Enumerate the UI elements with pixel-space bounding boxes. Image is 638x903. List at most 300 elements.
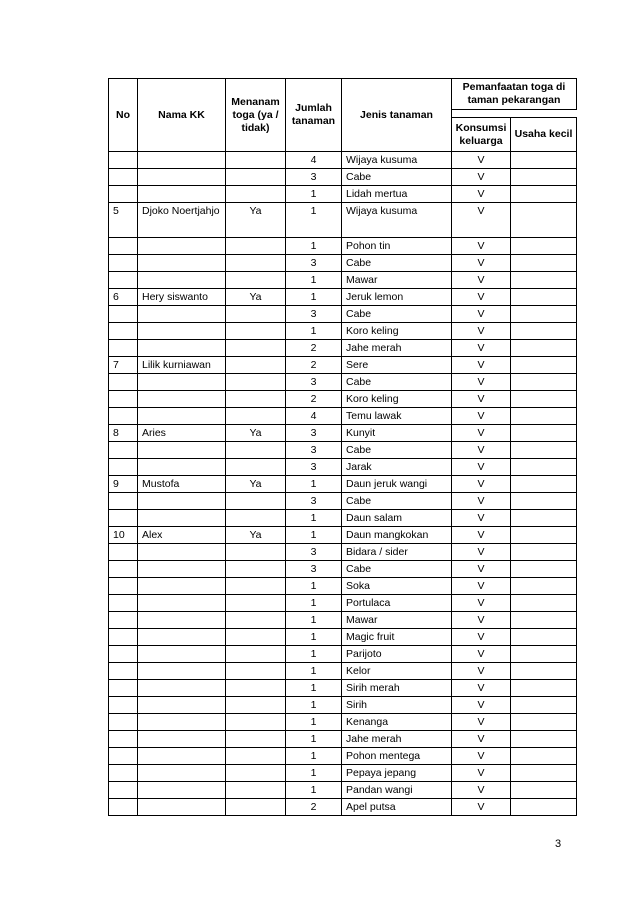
cell-no (109, 612, 138, 629)
cell-no (109, 799, 138, 816)
table-row (109, 544, 577, 561)
cell-jenis-tanaman: Jahe merah (342, 731, 452, 748)
table-row (109, 459, 577, 476)
cell-no (109, 306, 138, 323)
table-row (109, 493, 577, 510)
cell-jenis-tanaman: Pandan wangi (342, 782, 452, 799)
cell-jumlah: 1 (286, 714, 342, 731)
cell-no (109, 731, 138, 748)
cell-menanam-toga (226, 238, 286, 255)
cell-konsumsi: V (452, 544, 511, 561)
cell-jenis-tanaman: Kelor (342, 663, 452, 680)
cell-jumlah: 1 (286, 663, 342, 680)
cell-jumlah: 1 (286, 186, 342, 203)
table-row (109, 612, 577, 629)
cell-jenis-tanaman: Sirih merah (342, 680, 452, 697)
cell-no (109, 238, 138, 255)
cell-usaha (511, 152, 577, 169)
cell-konsumsi: V (452, 765, 511, 782)
cell-konsumsi: V (452, 782, 511, 799)
cell-menanam-toga (226, 459, 286, 476)
cell-konsumsi: V (452, 425, 511, 442)
cell-usaha (511, 493, 577, 510)
cell-jumlah: 3 (286, 306, 342, 323)
cell-no: 7 (109, 357, 138, 374)
header-menanam-toga: Menanam toga (ya / tidak) (226, 79, 286, 152)
table-row (109, 289, 577, 306)
cell-jumlah: 1 (286, 646, 342, 663)
cell-usaha (511, 238, 577, 255)
cell-usaha (511, 374, 577, 391)
cell-menanam-toga (226, 186, 286, 203)
cell-jenis-tanaman: Lidah mertua (342, 186, 452, 203)
cell-konsumsi: V (452, 169, 511, 186)
cell-no (109, 408, 138, 425)
cell-menanam-toga: Ya (226, 476, 286, 493)
cell-konsumsi: V (452, 510, 511, 527)
cell-usaha (511, 612, 577, 629)
cell-usaha (511, 459, 577, 476)
cell-jumlah: 1 (286, 476, 342, 493)
cell-nama-kk (138, 493, 226, 510)
cell-nama-kk (138, 731, 226, 748)
cell-nama-kk (138, 323, 226, 340)
cell-jumlah: 3 (286, 561, 342, 578)
table-row (109, 476, 577, 493)
table-row (109, 748, 577, 765)
table-row (109, 697, 577, 714)
cell-jumlah: 1 (286, 323, 342, 340)
cell-usaha (511, 203, 577, 238)
cell-jumlah: 2 (286, 391, 342, 408)
table-row (109, 186, 577, 203)
cell-konsumsi: V (452, 476, 511, 493)
cell-nama-kk (138, 629, 226, 646)
cell-menanam-toga (226, 408, 286, 425)
cell-menanam-toga (226, 510, 286, 527)
cell-usaha (511, 408, 577, 425)
cell-jenis-tanaman: Magic fruit (342, 629, 452, 646)
cell-konsumsi: V (452, 680, 511, 697)
cell-usaha (511, 544, 577, 561)
cell-konsumsi: V (452, 272, 511, 289)
cell-jenis-tanaman: Wijaya kusuma (342, 152, 452, 169)
cell-usaha (511, 255, 577, 272)
cell-konsumsi: V (452, 408, 511, 425)
table-row (109, 629, 577, 646)
cell-jumlah: 2 (286, 799, 342, 816)
cell-menanam-toga: Ya (226, 203, 286, 238)
cell-jenis-tanaman: Sere (342, 357, 452, 374)
cell-konsumsi: V (452, 612, 511, 629)
cell-nama-kk (138, 255, 226, 272)
cell-konsumsi: V (452, 527, 511, 544)
header-no: No (109, 79, 138, 152)
cell-menanam-toga (226, 323, 286, 340)
cell-konsumsi: V (452, 714, 511, 731)
cell-jenis-tanaman: Kenanga (342, 714, 452, 731)
table-row (109, 340, 577, 357)
cell-menanam-toga (226, 731, 286, 748)
cell-menanam-toga (226, 680, 286, 697)
cell-nama-kk (138, 152, 226, 169)
table-row (109, 663, 577, 680)
cell-jumlah: 3 (286, 442, 342, 459)
cell-konsumsi: V (452, 731, 511, 748)
cell-jenis-tanaman: Jahe merah (342, 340, 452, 357)
cell-no (109, 680, 138, 697)
cell-nama-kk: Alex (138, 527, 226, 544)
cell-nama-kk: Aries (138, 425, 226, 442)
cell-konsumsi: V (452, 663, 511, 680)
table-row (109, 323, 577, 340)
cell-jenis-tanaman: Soka (342, 578, 452, 595)
cell-konsumsi: V (452, 799, 511, 816)
cell-nama-kk (138, 799, 226, 816)
cell-nama-kk: Mustofa (138, 476, 226, 493)
cell-menanam-toga: Ya (226, 527, 286, 544)
cell-nama-kk: Hery siswanto (138, 289, 226, 306)
cell-jumlah: 1 (286, 595, 342, 612)
cell-jenis-tanaman: Wijaya kusuma (342, 203, 452, 238)
cell-nama-kk (138, 340, 226, 357)
table-row (109, 578, 577, 595)
cell-konsumsi: V (452, 629, 511, 646)
cell-nama-kk (138, 374, 226, 391)
cell-usaha (511, 425, 577, 442)
cell-usaha (511, 272, 577, 289)
cell-jenis-tanaman: Temu lawak (342, 408, 452, 425)
table-row (109, 374, 577, 391)
cell-menanam-toga (226, 255, 286, 272)
table-row (109, 238, 577, 255)
cell-nama-kk (138, 186, 226, 203)
table-row (109, 731, 577, 748)
cell-usaha (511, 646, 577, 663)
cell-nama-kk (138, 510, 226, 527)
cell-jenis-tanaman: Pohon tin (342, 238, 452, 255)
cell-nama-kk (138, 272, 226, 289)
table-row (109, 203, 577, 238)
cell-usaha (511, 340, 577, 357)
cell-usaha (511, 323, 577, 340)
cell-nama-kk (138, 306, 226, 323)
cell-menanam-toga (226, 697, 286, 714)
table-row (109, 357, 577, 374)
cell-menanam-toga: Ya (226, 289, 286, 306)
cell-usaha (511, 561, 577, 578)
cell-nama-kk (138, 680, 226, 697)
cell-konsumsi: V (452, 340, 511, 357)
cell-jumlah: 1 (286, 748, 342, 765)
cell-usaha (511, 714, 577, 731)
cell-no (109, 169, 138, 186)
cell-jenis-tanaman: Bidara / sider (342, 544, 452, 561)
cell-no: 6 (109, 289, 138, 306)
cell-jumlah: 3 (286, 374, 342, 391)
table-row (109, 595, 577, 612)
cell-usaha (511, 629, 577, 646)
cell-no (109, 714, 138, 731)
cell-jumlah: 3 (286, 255, 342, 272)
cell-nama-kk (138, 765, 226, 782)
cell-usaha (511, 748, 577, 765)
cell-no (109, 340, 138, 357)
cell-jumlah: 1 (286, 697, 342, 714)
cell-usaha (511, 186, 577, 203)
cell-no (109, 697, 138, 714)
cell-jumlah: 1 (286, 680, 342, 697)
cell-nama-kk (138, 697, 226, 714)
cell-usaha (511, 442, 577, 459)
cell-nama-kk (138, 169, 226, 186)
cell-no: 5 (109, 203, 138, 238)
cell-konsumsi: V (452, 578, 511, 595)
cell-usaha (511, 289, 577, 306)
cell-no: 10 (109, 527, 138, 544)
cell-no (109, 459, 138, 476)
cell-menanam-toga (226, 595, 286, 612)
cell-no (109, 629, 138, 646)
cell-no (109, 663, 138, 680)
cell-jumlah: 1 (286, 765, 342, 782)
cell-menanam-toga (226, 340, 286, 357)
cell-menanam-toga (226, 544, 286, 561)
cell-usaha (511, 731, 577, 748)
cell-jenis-tanaman: Koro keling (342, 391, 452, 408)
cell-usaha (511, 510, 577, 527)
cell-no (109, 748, 138, 765)
cell-usaha (511, 782, 577, 799)
cell-usaha (511, 799, 577, 816)
cell-jumlah: 3 (286, 425, 342, 442)
cell-menanam-toga (226, 629, 286, 646)
cell-konsumsi: V (452, 595, 511, 612)
table-row (109, 169, 577, 186)
cell-no: 8 (109, 425, 138, 442)
cell-no (109, 255, 138, 272)
cell-jenis-tanaman: Cabe (342, 442, 452, 459)
cell-usaha (511, 357, 577, 374)
cell-usaha (511, 306, 577, 323)
cell-jenis-tanaman: Jarak (342, 459, 452, 476)
cell-menanam-toga (226, 306, 286, 323)
cell-no (109, 510, 138, 527)
cell-menanam-toga (226, 646, 286, 663)
cell-nama-kk (138, 459, 226, 476)
table-row (109, 272, 577, 289)
cell-nama-kk (138, 748, 226, 765)
cell-nama-kk (138, 782, 226, 799)
cell-jumlah: 1 (286, 289, 342, 306)
cell-usaha (511, 697, 577, 714)
cell-menanam-toga (226, 612, 286, 629)
cell-menanam-toga (226, 765, 286, 782)
cell-konsumsi: V (452, 646, 511, 663)
cell-konsumsi: V (452, 152, 511, 169)
table-row (109, 255, 577, 272)
cell-no (109, 578, 138, 595)
cell-menanam-toga (226, 799, 286, 816)
cell-jumlah: 3 (286, 544, 342, 561)
cell-jumlah: 1 (286, 578, 342, 595)
cell-usaha (511, 595, 577, 612)
cell-jenis-tanaman: Kunyit (342, 425, 452, 442)
cell-nama-kk (138, 408, 226, 425)
table-row (109, 510, 577, 527)
table-row (109, 306, 577, 323)
table-row (109, 425, 577, 442)
cell-konsumsi: V (452, 561, 511, 578)
cell-konsumsi: V (452, 323, 511, 340)
cell-nama-kk (138, 544, 226, 561)
cell-konsumsi: V (452, 186, 511, 203)
cell-konsumsi: V (452, 306, 511, 323)
cell-jumlah: 1 (286, 612, 342, 629)
cell-menanam-toga (226, 169, 286, 186)
table-row (109, 391, 577, 408)
cell-jenis-tanaman: Daun salam (342, 510, 452, 527)
cell-jumlah: 1 (286, 238, 342, 255)
cell-jumlah: 3 (286, 169, 342, 186)
cell-konsumsi: V (452, 255, 511, 272)
table-row (109, 152, 577, 169)
cell-jumlah: 1 (286, 629, 342, 646)
cell-no (109, 391, 138, 408)
toga-table (108, 78, 577, 816)
cell-jumlah: 1 (286, 731, 342, 748)
cell-usaha (511, 765, 577, 782)
page-number: 3 (555, 838, 562, 850)
header-konsumsi-keluarga: Konsumsi keluarga (452, 118, 511, 152)
cell-menanam-toga (226, 782, 286, 799)
cell-jenis-tanaman: Jeruk lemon (342, 289, 452, 306)
cell-konsumsi: V (452, 459, 511, 476)
cell-no (109, 186, 138, 203)
cell-jumlah: 1 (286, 782, 342, 799)
cell-jenis-tanaman: Koro keling (342, 323, 452, 340)
cell-jumlah: 1 (286, 527, 342, 544)
cell-no (109, 595, 138, 612)
cell-menanam-toga (226, 561, 286, 578)
cell-nama-kk (138, 663, 226, 680)
cell-konsumsi: V (452, 357, 511, 374)
cell-jumlah: 4 (286, 408, 342, 425)
cell-jenis-tanaman: Apel putsa (342, 799, 452, 816)
cell-konsumsi: V (452, 697, 511, 714)
cell-konsumsi: V (452, 203, 511, 238)
cell-no (109, 782, 138, 799)
cell-menanam-toga (226, 374, 286, 391)
cell-konsumsi: V (452, 374, 511, 391)
header-jumlah-tanaman: Jumlah tanaman (286, 79, 342, 152)
cell-jenis-tanaman: Cabe (342, 169, 452, 186)
cell-menanam-toga: Ya (226, 425, 286, 442)
cell-nama-kk (138, 612, 226, 629)
cell-jenis-tanaman: Cabe (342, 306, 452, 323)
cell-jenis-tanaman: Pepaya jepang (342, 765, 452, 782)
cell-no (109, 646, 138, 663)
cell-usaha (511, 476, 577, 493)
cell-jumlah: 1 (286, 203, 342, 238)
cell-jenis-tanaman: Parijoto (342, 646, 452, 663)
cell-menanam-toga (226, 442, 286, 459)
cell-jumlah: 2 (286, 357, 342, 374)
cell-jumlah: 1 (286, 272, 342, 289)
cell-nama-kk (138, 442, 226, 459)
cell-no (109, 272, 138, 289)
cell-konsumsi: V (452, 442, 511, 459)
table-row (109, 527, 577, 544)
cell-usaha (511, 527, 577, 544)
cell-konsumsi: V (452, 391, 511, 408)
cell-menanam-toga (226, 391, 286, 408)
table-body (109, 152, 577, 816)
header-pemanfaatan: Pemanfaatan toga di taman pekarangan (452, 79, 577, 110)
cell-jenis-tanaman: Cabe (342, 561, 452, 578)
cell-nama-kk (138, 646, 226, 663)
cell-menanam-toga (226, 578, 286, 595)
cell-nama-kk (138, 391, 226, 408)
header-usaha-kecil: Usaha kecil (511, 118, 577, 152)
cell-jumlah: 1 (286, 510, 342, 527)
cell-jenis-tanaman: Cabe (342, 493, 452, 510)
table-row (109, 442, 577, 459)
cell-jenis-tanaman: Pohon mentega (342, 748, 452, 765)
cell-konsumsi: V (452, 238, 511, 255)
cell-no (109, 323, 138, 340)
cell-menanam-toga (226, 357, 286, 374)
cell-usaha (511, 391, 577, 408)
cell-menanam-toga (226, 493, 286, 510)
cell-nama-kk (138, 578, 226, 595)
cell-konsumsi: V (452, 748, 511, 765)
table-row (109, 765, 577, 782)
cell-jenis-tanaman: Mawar (342, 272, 452, 289)
cell-usaha (511, 680, 577, 697)
cell-no (109, 442, 138, 459)
cell-no (109, 561, 138, 578)
cell-no (109, 765, 138, 782)
cell-jenis-tanaman: Cabe (342, 255, 452, 272)
cell-jenis-tanaman: Daun jeruk wangi (342, 476, 452, 493)
cell-nama-kk (138, 238, 226, 255)
cell-nama-kk (138, 714, 226, 731)
cell-jumlah: 2 (286, 340, 342, 357)
cell-no (109, 152, 138, 169)
cell-no (109, 374, 138, 391)
cell-menanam-toga (226, 663, 286, 680)
cell-konsumsi: V (452, 289, 511, 306)
cell-nama-kk: Djoko Noertjahjo (138, 203, 226, 238)
header-nama-kk: Nama KK (138, 79, 226, 152)
cell-jenis-tanaman: Cabe (342, 374, 452, 391)
cell-nama-kk (138, 595, 226, 612)
cell-no (109, 544, 138, 561)
cell-no: 9 (109, 476, 138, 493)
cell-usaha (511, 578, 577, 595)
cell-jenis-tanaman: Sirih (342, 697, 452, 714)
cell-usaha (511, 663, 577, 680)
table-row (109, 680, 577, 697)
table-row (109, 782, 577, 799)
cell-menanam-toga (226, 748, 286, 765)
table-row (109, 646, 577, 663)
table-row (109, 799, 577, 816)
cell-nama-kk (138, 561, 226, 578)
table-row (109, 714, 577, 731)
cell-no (109, 493, 138, 510)
